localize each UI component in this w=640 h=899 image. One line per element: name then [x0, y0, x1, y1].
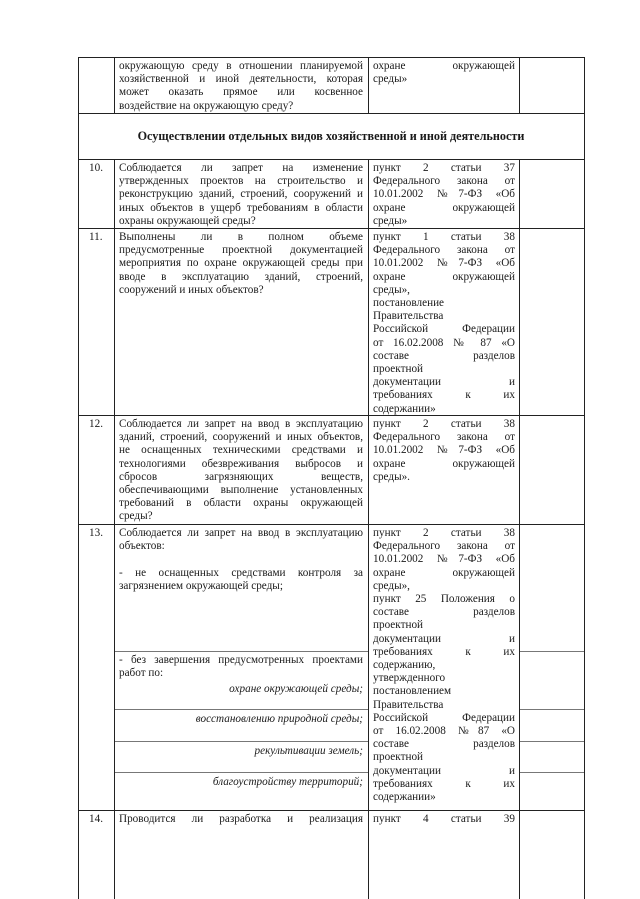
- work-item: восстановлению природной среды;: [195, 713, 363, 725]
- work-item: охране окружающей среды;: [229, 683, 363, 695]
- table-border: [519, 651, 584, 652]
- table-border: [519, 709, 584, 710]
- table-border: [584, 57, 585, 899]
- row-number: 11.: [89, 231, 103, 243]
- requirement-text: Проводится ли разработка и реализация: [119, 813, 363, 825]
- legal-basis-text: пункт 2 статьи 37 Федерального закона от 10.01.2002 №7-ФЗ «Об охране окружающей среды»: [373, 162, 515, 227]
- table-border: [368, 57, 369, 113]
- table-border: [114, 159, 115, 899]
- table-border: [519, 159, 520, 899]
- requirement-subitem: - без завершения предусмотренных проектами работ по:: [119, 654, 363, 680]
- table-border: [78, 159, 584, 160]
- table-border: [519, 772, 584, 773]
- row-number: 14.: [89, 813, 103, 825]
- requirement-subitem: - не оснащенных средствами контроля за загрязнением окружающей среды;: [119, 567, 363, 593]
- requirement-text: окружающую среду в отношении планируемой хозяйственной и иной деятельности, которая может оказать прямое или косвенное воздействие на окружающую среду?: [119, 60, 363, 112]
- row-number: 12.: [89, 418, 103, 430]
- table-border: [114, 651, 368, 652]
- table-border: [519, 57, 520, 113]
- section-title: Осуществлении отдельных видов хозяйственной и иной деятельности: [137, 129, 525, 143]
- table-border: [78, 57, 584, 58]
- table-border: [519, 741, 584, 742]
- table-border: [78, 57, 79, 899]
- table-border: [114, 57, 115, 113]
- row-number: 13.: [89, 527, 103, 539]
- table-border: [114, 772, 368, 773]
- requirement-text: Выполнены ли в полном объеме предусмотренные проектной документацией мероприятия по охране окружающей среды при вводе в эксплуатацию зданий, строений, сооружений и иных объектов?: [119, 231, 363, 296]
- legal-basis-text: пункт 2 статьи 38 Федерального закона от 10.01.2002 №7-ФЗ «Об охране окружающей среды», пункт 25 Положения о составе разделов проектной документации и требованиях к их содержанию, утвержденного постановлением Правительства Российской Федерации от 16.02.2008 №87 «О составе разделов проектной документации и требованиях к их содержании»: [373, 527, 515, 804]
- work-item: рекультивации земель;: [254, 745, 363, 757]
- table-border: [114, 741, 368, 742]
- table-border: [114, 709, 368, 710]
- table-border: [78, 113, 584, 114]
- table-border: [78, 228, 584, 229]
- table-border: [78, 524, 584, 525]
- requirement-text: Соблюдается ли запрет на изменение утвержденных проектов на строительство и реконструкцию зданий, строений, сооружений и иных объектов в ущерб требованиям в области охраны окружающей среды?: [119, 162, 363, 227]
- table-border: [368, 159, 369, 899]
- legal-basis-text: охране окружающей среды»: [373, 60, 515, 86]
- table-border: [78, 810, 584, 811]
- legal-basis-text: пункт 1 статьи 38 Федерального закона от 10.01.2002 №7-ФЗ «Об охране окружающей среды», постановление Правительства Российской Федерации от 16.02.2008 № 87 «О составе разделов проектной документации и требованиях к их содержании»: [373, 231, 515, 415]
- legal-basis-text: пункт 2 статьи 38 Федерального закона от 10.01.2002 №7-ФЗ «Об охране окружающей среды».: [373, 418, 515, 483]
- work-item: благоустройству территорий;: [212, 776, 363, 788]
- row-number: 10.: [89, 162, 103, 174]
- requirement-text: Соблюдается ли запрет на ввод в эксплуатацию объектов:: [119, 527, 363, 553]
- requirement-text: Соблюдается ли запрет на ввод в эксплуатацию зданий, строений, сооружений и иных объектов, не оснащенных техническими средствами и технологиями обезвреживания выбросов и сбросов загрязняющих веществ, обеспечивающими выполнение установленных требований в области охраны окружающей среды?: [119, 418, 363, 523]
- legal-basis-text: пункт 4 статьи 39: [373, 813, 515, 825]
